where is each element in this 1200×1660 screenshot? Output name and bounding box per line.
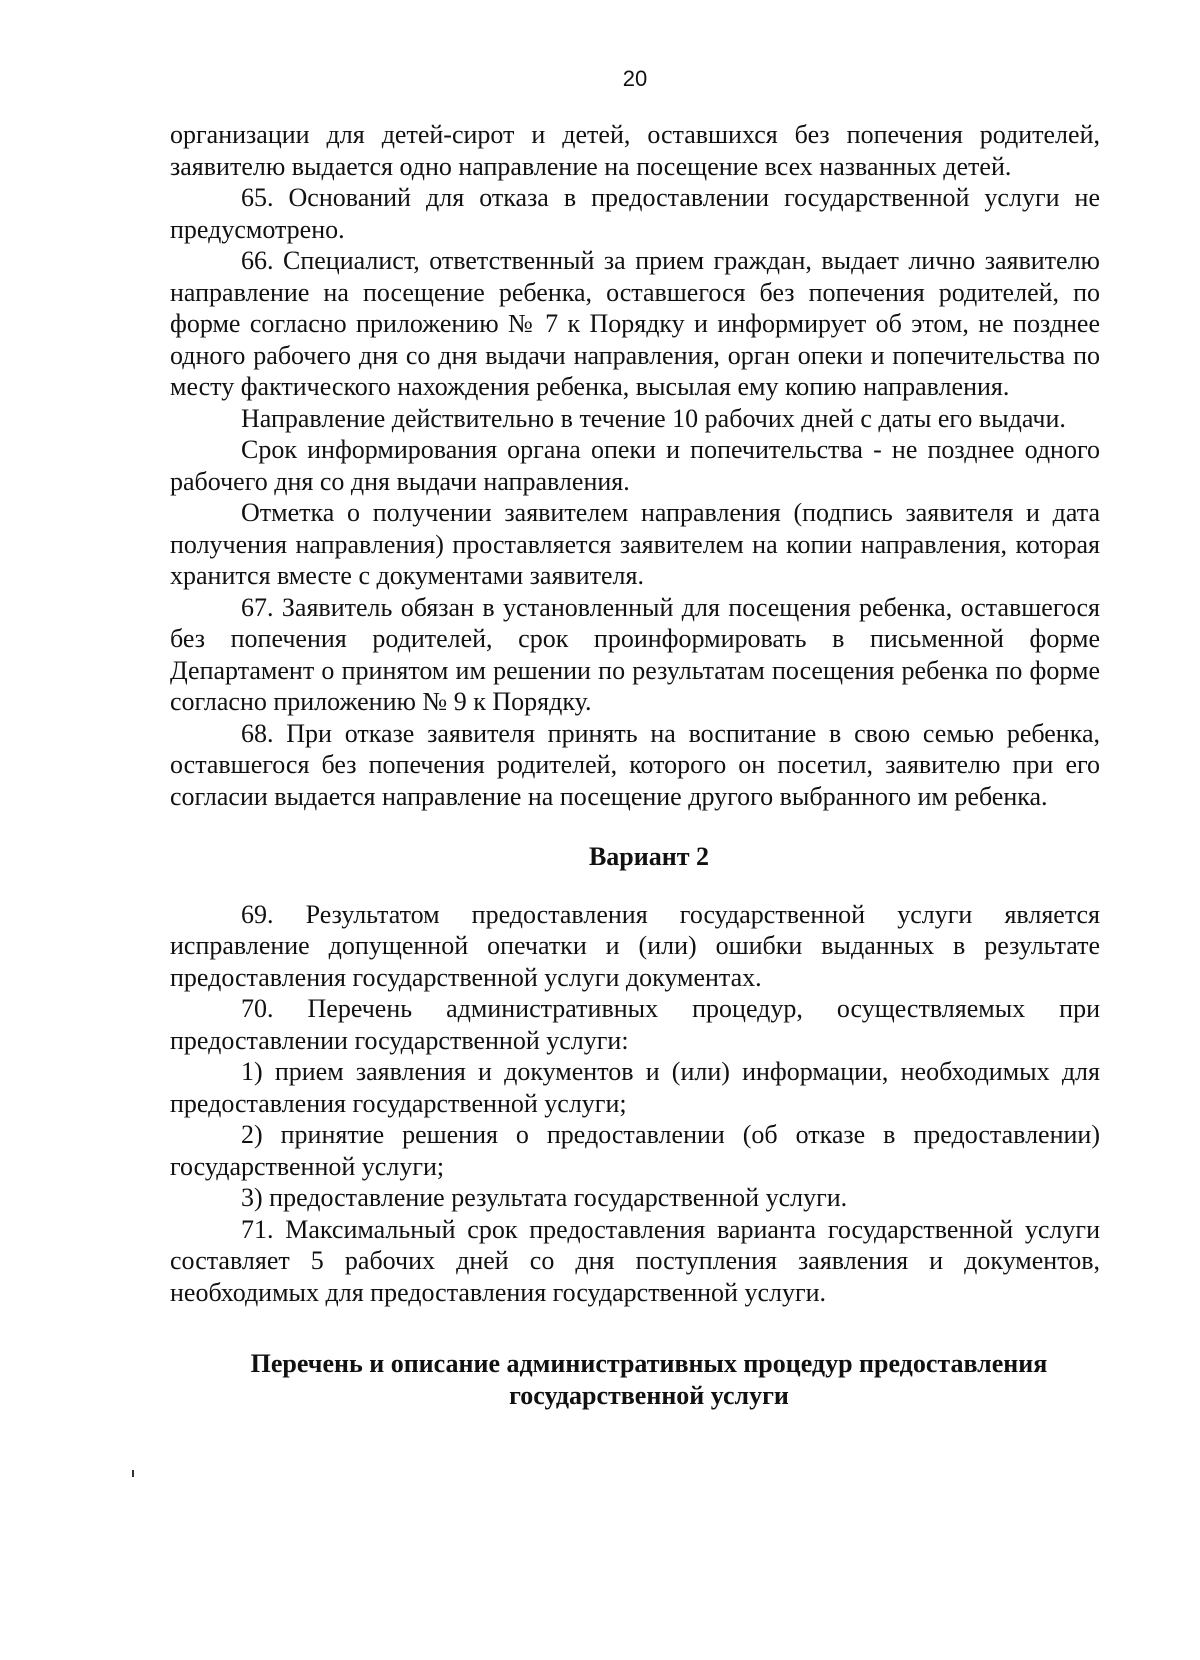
paragraph-66: 66. Специалист, ответственный за прием граждан, выдает лично заявителю направление на посещение ребенка, оставшегося без попечения родителей, по форме согласно приложению № 7 к Порядку и информирует об этом, не позднее одного рабочего дня со дня выдачи направления, орган опеки и попечительства по месту фактического нахождения ребенка, высылая ему копию направления.: [170, 246, 1100, 401]
paragraph-receipt-mark: Отметка о получении заявителем направления (подпись заявителя и дата получения направления) проставляется заявителем на копии направления, которая хранится вместе с документами заявителя.: [170, 498, 1100, 590]
document-body: [170, 119, 1100, 1411]
paragraph-69: 69. Результатом предоставления государственной услуги является исправление допущенной опечатки и (или) ошибки выданных в результате предоставления государственной услуги документах.: [170, 899, 1100, 992]
paragraph-65: 65. Оснований для отказа в предоставлении государственной услуги не предусмотрено.: [170, 183, 1100, 244]
paragraph-70: 70. Перечень административных процедур, осуществляемых при предоставлении государственной услуги:: [170, 994, 1100, 1055]
list-item-1: 1) прием заявления и документов и (или) информации, необходимых для предоставления государственной услуги;: [170, 1057, 1100, 1118]
paragraph-direction-validity: Направление действительно в течение 10 рабочих дней с даты его выдачи.: [241, 403, 1066, 433]
scan-artifact-mark: [132, 1470, 134, 1477]
list-item-2: 2) принятие решения о предоставлении (об отказе в предоставлении) государственной услуги;: [170, 1120, 1100, 1181]
section-heading-procedures-line1: Перечень и описание административных процедур предоставления: [250, 1349, 1048, 1378]
paragraph-continuation: организации для детей-сирот и детей, оставшихся без попечения родителей, заявителю выдается одно направление на посещение всех названных детей.: [170, 120, 1100, 181]
page-number: 20: [622, 66, 648, 91]
paragraph-informing-term: Срок информирования органа опеки и попечительства - не позднее одного рабочего дня со дня выдачи направления.: [170, 435, 1100, 496]
section-heading-procedures: [170, 1348, 1100, 1411]
paragraph-68: 68. При отказе заявителя принять на воспитание в свою семью ребенка, оставшегося без попечения родителей, которого он посетил, заявителю при его согласии выдается направление на посещение другого выбранного им ребенка.: [170, 718, 1100, 811]
section-heading-procedures-line2: государственной услуги: [509, 1380, 789, 1410]
section-heading-variant-2: Вариант 2: [588, 842, 710, 871]
paragraph-67: 67. Заявитель обязан в установленный для посещения ребенка, оставшегося без попечения родителей, срок проинформировать в письменной форме Департамент о принятом им решении по результатам посещения ребенка по форме согласно приложению № 9 к Порядку.: [170, 592, 1100, 716]
list-item-3: 3) предоставление результата государственной услуги.: [241, 1183, 848, 1212]
paragraph-71: 71. Максимальный срок предоставления варианта государственной услуги составляет 5 рабочих дней со дня поступления заявления и документов, необходимых для предоставления государственной услуги.: [170, 1214, 1100, 1307]
